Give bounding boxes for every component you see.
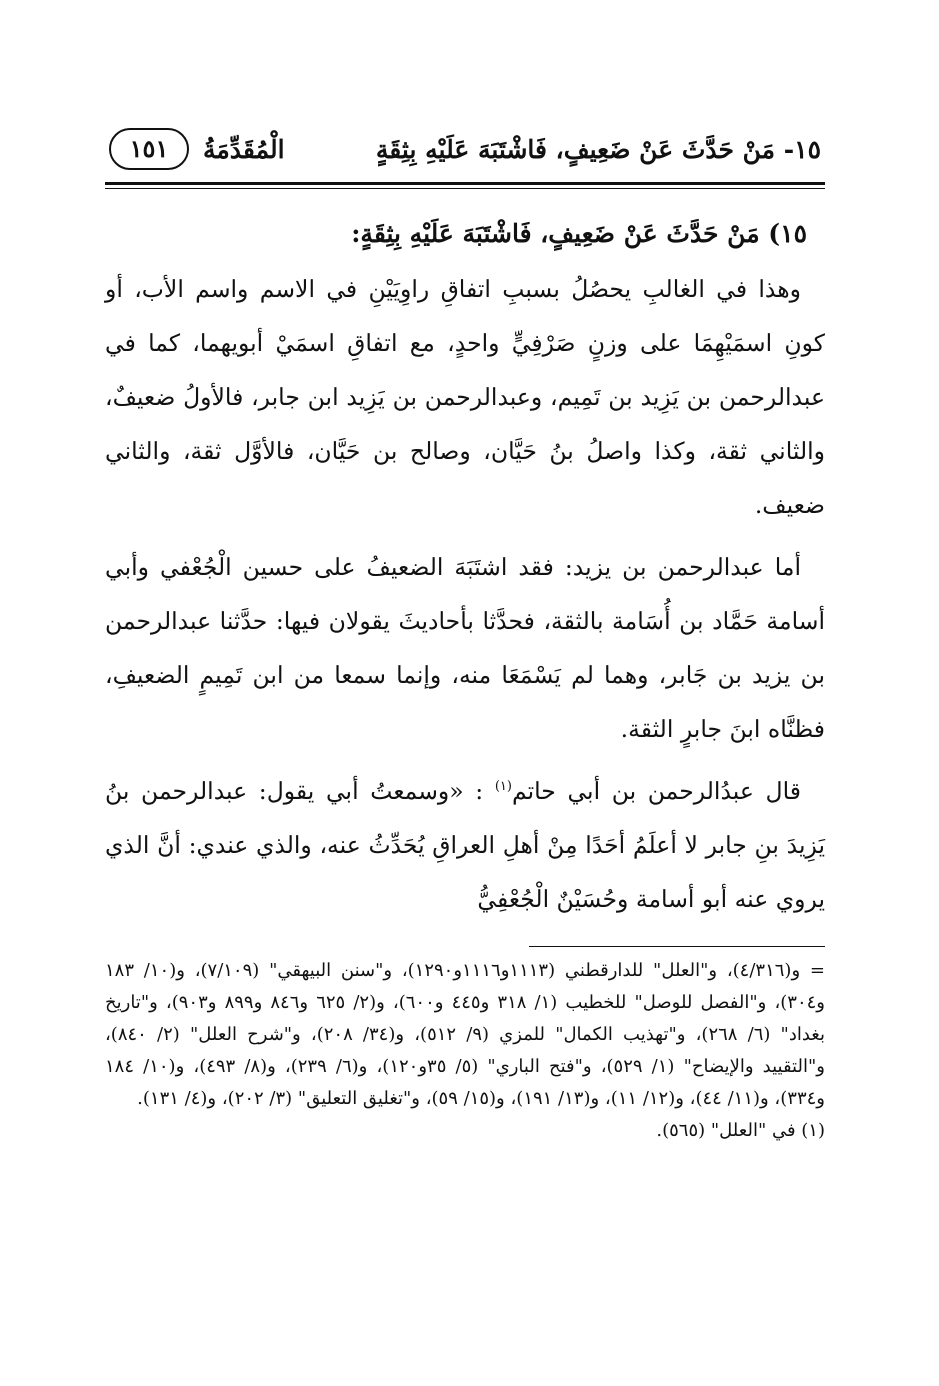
quote-text: : «وسمعتُ أبي يقول: عبدالرحمن بنُ يَزِيدَ بنِ جابر لا أعلَمُ أحَدًا مِنْ أهلِ العراقِ يُحَدِّثُ عنه، والذي عندي: أنَّ الذي يروي عنه أبو أسامة وحُسَيْنٌ الْجُعْفِيُّ bbox=[105, 777, 825, 913]
header-divider bbox=[105, 182, 825, 189]
footnote-divider bbox=[529, 946, 825, 947]
running-header bbox=[105, 120, 825, 178]
section-heading: ١٥) مَنْ حَدَّثَ عَنْ ضَعِيفٍ، فَاشْتَبَهَ عَلَيْهِ بِثِقَةٍ: bbox=[351, 219, 807, 248]
book-section-title: الْمُقَدِّمَةُ bbox=[203, 134, 285, 164]
footnotes bbox=[105, 955, 825, 1147]
footnote-continuation: = و(٤/٣١٦)، و"العلل" للدارقطني (١١١٣و١١١٦و١٢٩٠)، و"سنن البيهقي" (٧/١٠٩)، و(١٠/ ١٨٣ و٣٠٤)، و"الفصل للوصل" للخطيب (١/ ٣١٨ و٤٤٥ و٦٠٠)، و(٢/ ٦٢٥ و٨٤٦ و٨٩٩ و٩٠٣)، و"تاريخ بغداد" (٦/ ٢٦٨)، و"تهذيب الكمال" للمزي (٩/ ٥١٢)، و(٣٤/ ٢٠٨)، و"شرح العلل" (٢/ ٨٤٠)، و"التقييد والإيضاح" (١/ ٥٢٩)، و"فتح الباري" (٥/ ٣٥و١٢٠)، و(٦/ ٢٣٩)، و(٨/ ٤٩٣)، و(١٠/ ١٨٤ و٣٣٤)، و(١١/ ٤٤)، و(١٢/ ١١)، و(١٣/ ١٩١)، و(١٥/ ٥٩)، و"تغليق التعليق" (٣/ ٢٠٢)، و(٤/ ١٣١). bbox=[105, 960, 825, 1109]
paragraph: وهذا في الغالبِ يحصُلُ بسببِ اتفاقِ راوِيَيْنِ في الاسم واسم الأب، أو كونِ اسمَيْهِمَا على وزنٍ صَرْفِيٍّ واحدٍ، مع اتفاقِ اسمَيْ أبويهما، كما في عبدالرحمن بن يَزِيد بن تَمِيم، وعبدالرحمن بن يَزِيد ابن جابر، فالأولُ ضعيفٌ، والثاني ثقة، وكذا واصلُ بنُ حَيَّان، وصالح بن حَيَّان، فالأوَّل ثقة، والثاني ضعيف. bbox=[105, 275, 825, 519]
quote-paragraph bbox=[105, 764, 825, 926]
body-text bbox=[105, 262, 825, 926]
page-number: ١٥١ bbox=[109, 128, 189, 170]
quote-intro: قال عبدُالرحمن بن أبي حاتم bbox=[511, 777, 801, 805]
header-book-group bbox=[109, 128, 285, 170]
paragraph: أما عبدالرحمن بن يزيد: فقد اشتَبَهَ الضعيفُ على حسين الْجُعْفي وأبي أسامة حَمَّاد بن أُسَامة بالثقة، فحدَّثا بأحاديثَ يقولان فيها: حدَّثنا عبدالرحمن بن يزيد بن جَابر، وهما لم يَسْمَعَا منه، وإنما سمعا من ابن تَمِيمٍ الضعيفِ، فظنَّاه ابنَ جابرٍ الثقة. bbox=[105, 553, 825, 743]
footnote: (١) في "العلل" (٥٦٥). bbox=[656, 1120, 825, 1141]
book-page bbox=[105, 120, 825, 1360]
chapter-title: ١٥- مَنْ حَدَّثَ عَنْ ضَعِيفٍ، فَاشْتَبَهَ عَلَيْهِ بِثِقَةٍ bbox=[375, 134, 821, 164]
footnote-reference: (١) bbox=[494, 779, 512, 795]
